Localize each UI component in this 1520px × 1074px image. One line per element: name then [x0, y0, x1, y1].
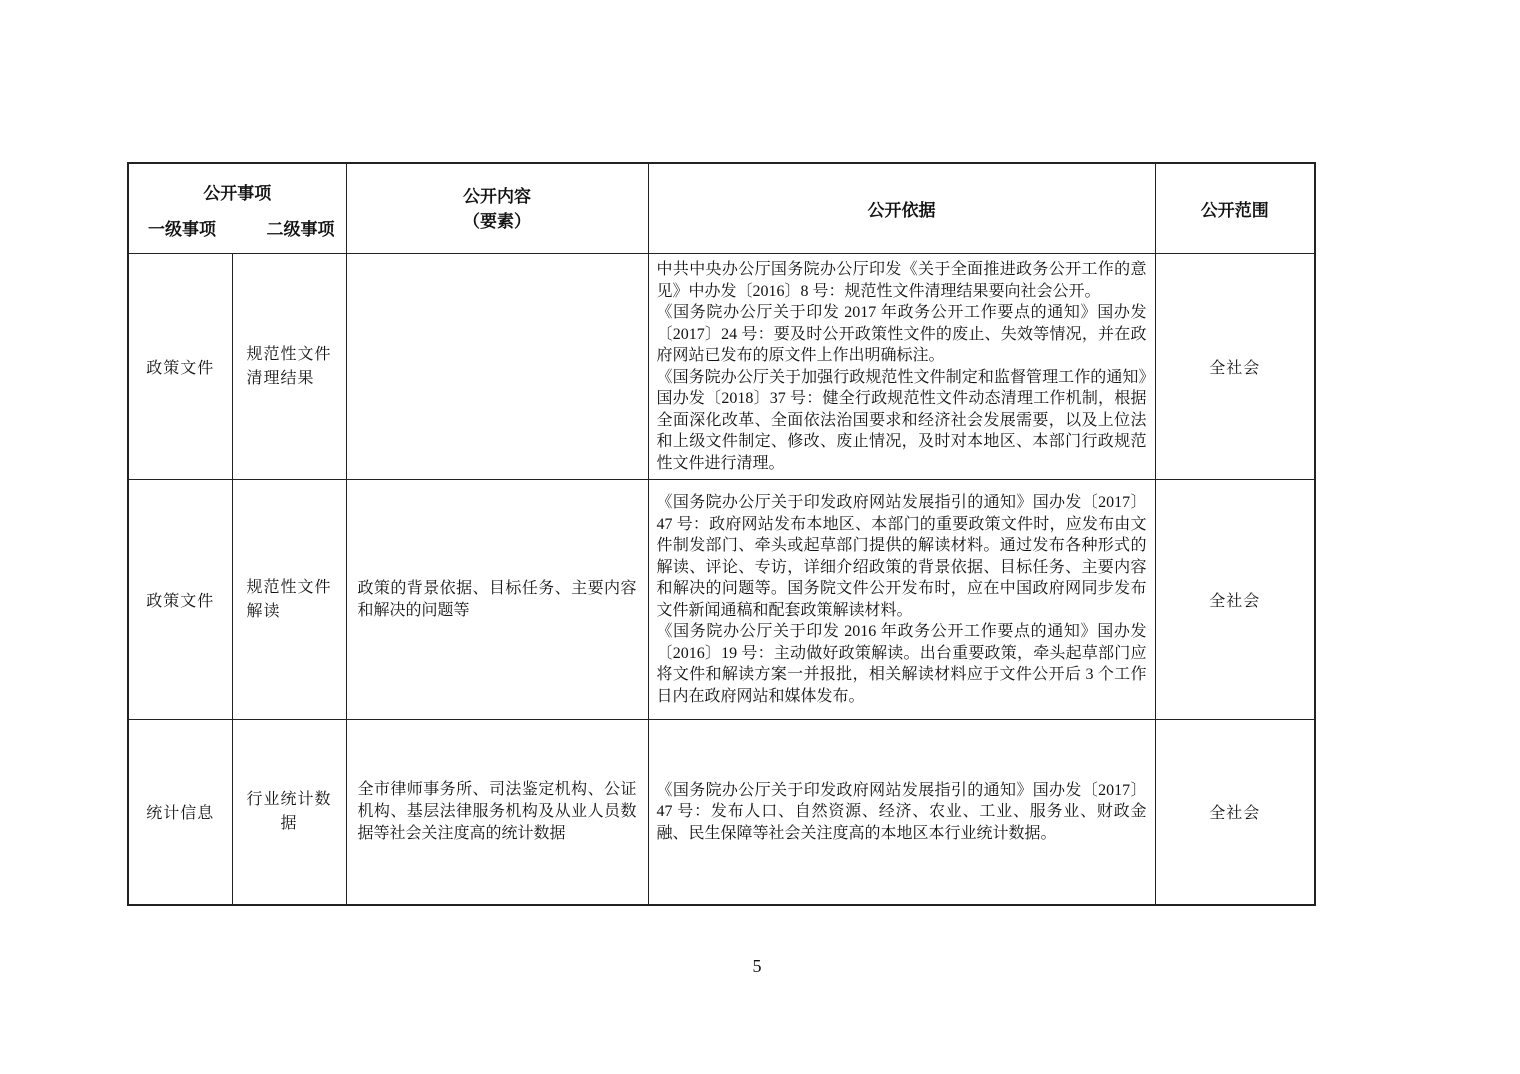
- level2-cell: 行业统计数据: [232, 720, 346, 905]
- level1-cell: 统计信息: [128, 720, 232, 905]
- content-cell: 政策的背景依据、目标任务、主要内容和解决的问题等: [346, 480, 648, 720]
- header-cell-content: [346, 163, 648, 254]
- basis-cell: [648, 254, 1155, 480]
- level1-cell: 政策文件: [128, 254, 232, 480]
- table-row: [128, 720, 1315, 905]
- disclosure-table: [127, 162, 1316, 906]
- basis-paragraph: 中共中央办公厅国务院办公厅印发《关于全面推进政务公开工作的意见》中办发〔2016〕8 号：规范性文件清理结果要向社会公开。: [656, 261, 1147, 300]
- page-number: 5: [752, 956, 762, 976]
- level1-cell: 政策文件: [128, 480, 232, 720]
- header-content-sublabel: （要素）: [463, 211, 531, 231]
- header-cell-items: [128, 163, 346, 254]
- basis-cell: [648, 720, 1155, 905]
- content-cell: 全市律师事务所、司法鉴定机构、公证机构、基层法律服务机构及从业人员数据等社会关注度高的统计数据: [346, 720, 648, 905]
- basis-cell: [648, 480, 1155, 720]
- scope-cell: 全社会: [1155, 720, 1315, 905]
- basis-paragraph: 《国务院办公厅关于印发 2017 年政务公开工作要点的通知》国办发〔2017〕24 号：要及时公开政策性文件的废止、失效等情况，并在政府网站已发布的原文件上作出明确标注。: [656, 304, 1147, 364]
- header-items-label: 公开事项: [203, 184, 272, 203]
- level2-cell: 规范性文件解读: [232, 480, 346, 720]
- basis-paragraph: 《国务院办公厅关于加强行政规范性文件制定和监督管理工作的通知》国办发〔2018〕37 号：健全行政规范性文件动态清理工作机制，根据全面深化改革、全面依法治国要求和经济社会发展需要，以及上位法和上级文件制定、修改、废止情况，及时对本地区、本部门行政规范性文件进行清理。: [656, 368, 1147, 472]
- scope-cell: 全社会: [1155, 480, 1315, 720]
- header-level2-label: 二级事项: [266, 220, 335, 239]
- table-row: [128, 254, 1315, 480]
- content-cell: [346, 254, 648, 480]
- header-level1-label: 一级事项: [148, 220, 216, 239]
- scope-cell: 全社会: [1155, 254, 1315, 480]
- basis-paragraph: 《国务院办公厅关于印发政府网站发展指引的通知》国办发〔2017〕47 号：政府网站发布本地区、本部门的重要政策文件时，应发布由文件制发部门、牵头或起草部门提供的解读材料。通过发布各种形式的解读、评论、专访，详细介绍政策的背景依据、目标任务、主要内容和解决的问题等。国务院文件公开发布时，应在中国政府网同步发布文件新闻通稿和配套政策解读材料。: [656, 494, 1147, 619]
- header-content-label: 公开内容: [463, 186, 531, 206]
- level2-cell: 规范性文件清理结果: [232, 254, 346, 480]
- header-cell-basis: 公开依据: [648, 163, 1155, 254]
- basis-paragraph: 《国务院办公厅关于印发 2016 年政务公开工作要点的通知》国办发〔2016〕19 号：主动做好政策解读。出台重要政策，牵头起草部门应将文件和解读方案一并报批，相关解读材料应于文件公开后 3 个工作日内在政府网站和媒体发布。: [656, 623, 1147, 705]
- table-row: [128, 480, 1315, 720]
- basis-paragraph: 《国务院办公厅关于印发政府网站发展指引的通知》国办发〔2017〕47 号：发布人口、自然资源、经济、农业、工业、服务业、财政金融、民生保障等社会关注度高的本地区本行业统计数据。: [656, 781, 1147, 842]
- table-header-row: [128, 163, 1315, 254]
- header-cell-scope: 公开范围: [1155, 163, 1315, 254]
